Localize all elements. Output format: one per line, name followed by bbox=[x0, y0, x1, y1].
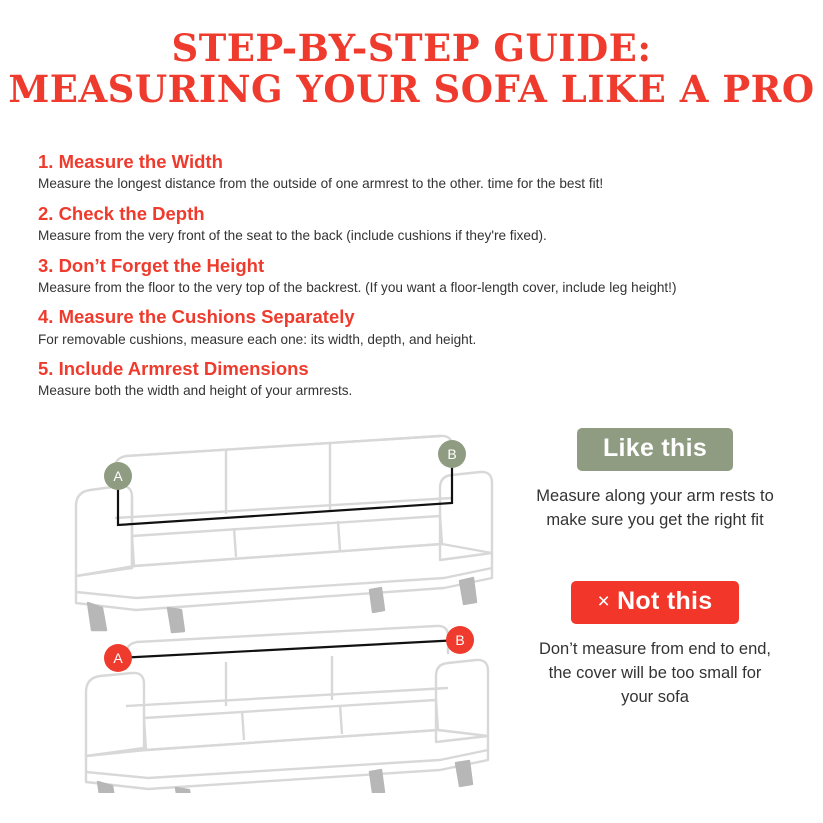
measure-line-incorrect bbox=[118, 640, 460, 658]
step-body: Measure from the very front of the seat to the back (include cushions if they're fixed). bbox=[38, 227, 547, 243]
marker-a-correct-label: A bbox=[113, 468, 123, 484]
callout-not-this bbox=[520, 581, 790, 710]
marker-a-correct bbox=[104, 462, 132, 490]
sofa-diagrams bbox=[40, 418, 520, 793]
like-this-text: Measure along your arm rests to make sure you get the right fit bbox=[536, 487, 774, 529]
callouts bbox=[520, 428, 790, 793]
step-item bbox=[38, 202, 798, 245]
page-title bbox=[0, 28, 823, 111]
close-icon: × bbox=[597, 589, 611, 613]
step-heading: 4. Measure the Cushions Separately bbox=[38, 306, 355, 328]
sofa-correct bbox=[76, 436, 492, 632]
marker-b-correct-label: B bbox=[447, 446, 457, 462]
marker-a-incorrect bbox=[104, 644, 132, 672]
not-this-badge bbox=[571, 581, 738, 624]
marker-b-incorrect bbox=[446, 626, 474, 654]
step-body: Measure from the floor to the very top of the backrest. (If you want a floor-length cover, include leg height!) bbox=[38, 279, 677, 295]
callout-like-this bbox=[520, 428, 790, 533]
marker-b-incorrect-label: B bbox=[455, 632, 465, 648]
step-heading: 5. Include Armrest Dimensions bbox=[38, 358, 309, 380]
steps-list bbox=[38, 150, 798, 409]
sofa-diagram-svg bbox=[40, 418, 520, 793]
step-item bbox=[38, 357, 798, 400]
not-this-text: Don’t measure from end to end, the cover will be too small for your sofa bbox=[538, 639, 772, 706]
like-this-badge: Like this bbox=[577, 428, 733, 471]
step-body: Measure the longest distance from the outside of one armrest to the other. time for the best fit! bbox=[38, 176, 604, 192]
step-heading: 3. Don’t Forget the Height bbox=[38, 254, 265, 276]
step-body: For removable cushions, measure each one: its width, depth, and height. bbox=[38, 331, 477, 347]
step-item bbox=[38, 150, 798, 193]
marker-a-incorrect-label: A bbox=[113, 650, 123, 666]
step-heading: 1. Measure the Width bbox=[38, 151, 223, 172]
step-body: Measure both the width and height of your armrests. bbox=[38, 383, 353, 399]
step-item bbox=[38, 254, 798, 297]
sofa-incorrect bbox=[86, 626, 488, 793]
title-line-1: STEP-BY-STEP GUIDE: bbox=[171, 26, 652, 70]
step-heading: 2. Check the Depth bbox=[38, 202, 205, 224]
step-item bbox=[38, 305, 798, 348]
not-this-badge-label: Not this bbox=[617, 586, 713, 615]
marker-b-correct bbox=[438, 440, 466, 468]
title-line-2: MEASURING YOUR SOFA LIKE A PRO bbox=[8, 67, 815, 112]
